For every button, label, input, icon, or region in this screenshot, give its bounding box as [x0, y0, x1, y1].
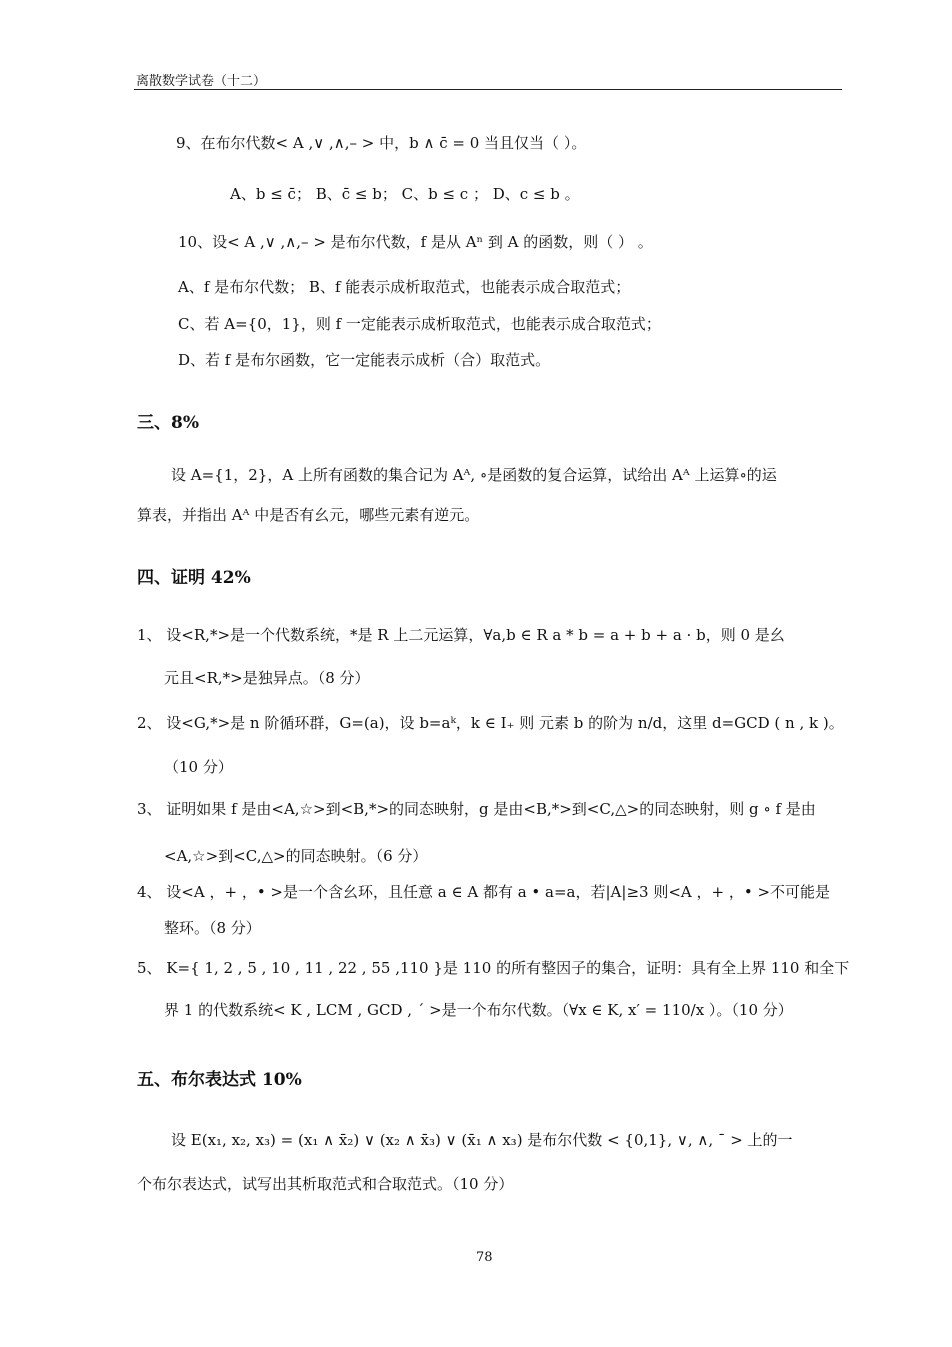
section5-line2: 个布尔表达式，试写出其析取范式和合取范式。（10 分） — [137, 1175, 514, 1193]
page-number: 78 — [476, 1250, 493, 1265]
header-rule — [134, 89, 842, 90]
q9-options: A、b ≤ c̄； B、c̄ ≤ b； C、b ≤ c ； D、c ≤ b 。 — [230, 185, 580, 203]
section5-heading: 五、布尔表达式 10% — [137, 1070, 302, 1090]
section3-heading: 三、8% — [137, 413, 199, 433]
section5-line1: 设 E(x₁, x₂, x₃) = (x₁ ∧ x̄₂) ∨ (x₂ ∧ x̄₃) ∨ (x̄₁ ∧ x₃) 是布尔代数 < {0,1}, ∨, ∧, ¯ > 上的一 — [171, 1131, 793, 1149]
section3-line1: 设 A={1，2}，A 上所有函数的集合记为 Aᴬ, ∘是函数的复合运算，试给出 Aᴬ 上运算∘的运 — [171, 466, 777, 484]
q9-stem: 9、在布尔代数< A ,∨ ,∧,– > 中，b ∧ c̄ = 0 当且仅当（ ）。 — [176, 134, 587, 152]
page-header-title: 离散数学试卷（十二） — [136, 74, 267, 89]
proof1-line2: 元且<R,*>是独异点。（8 分） — [164, 669, 370, 687]
section3-line2: 算表，并指出 Aᴬ 中是否有幺元，哪些元素有逆元。 — [137, 506, 480, 524]
proof2-line1: 2、 设<G,*>是 n 阶循环群，G=(a)，设 b=aᵏ，k ∈ I₊ 则 元素 b 的阶为 n/d，这里 d=GCD ( n , k )。 — [137, 714, 844, 732]
proof4-line2: 整环。（8 分） — [164, 919, 261, 937]
section4-heading: 四、证明 42% — [137, 568, 251, 588]
q10-option-c: C、若 A={0，1}，则 f 一定能表示成析取范式，也能表示成合取范式； — [178, 315, 661, 333]
q10-option-d: D、若 f 是布尔函数，它一定能表示成析（合）取范式。 — [178, 351, 551, 369]
q10-option-ab: A、f 是布尔代数； B、f 能表示成析取范式，也能表示成合取范式； — [178, 278, 631, 296]
proof5-line2: 界 1 的代数系统< K , LCM , GCD , ´ >是一个布尔代数。（∀x ∈ K, x′ = 110/x ）。（10 分） — [164, 1001, 793, 1019]
proof3-line2: <A,☆>到<C,△>的同态映射。（6 分） — [164, 847, 428, 865]
proof5-line1: 5、 K={ 1, 2 , 5 , 10 , 11 , 22 , 55 ,110 }是 110 的所有整因子的集合，证明：具有全上界 110 和全下 — [137, 959, 850, 977]
proof4-line1: 4、 设<A ，+ ，• >是一个含幺环，且任意 a ∈ A 都有 a • a=a，若|A|≥3 则<A ，+ ，• >不可能是 — [137, 883, 831, 901]
proof3-line1: 3、 证明如果 f 是由<A,☆>到<B,*>的同态映射，g 是由<B,*>到<C,△>的同态映射，则 g ∘ f 是由 — [137, 800, 816, 818]
proof2-line2: （10 分） — [164, 758, 233, 776]
q10-stem: 10、设< A ,∨ ,∧,– > 是布尔代数，f 是从 Aⁿ 到 A 的函数，则（ ） 。 — [178, 233, 653, 251]
proof1-line1: 1、 设<R,*>是一个代数系统，*是 R 上二元运算，∀a,b ∈ R a * b = a + b + a · b，则 0 是幺 — [137, 626, 785, 644]
